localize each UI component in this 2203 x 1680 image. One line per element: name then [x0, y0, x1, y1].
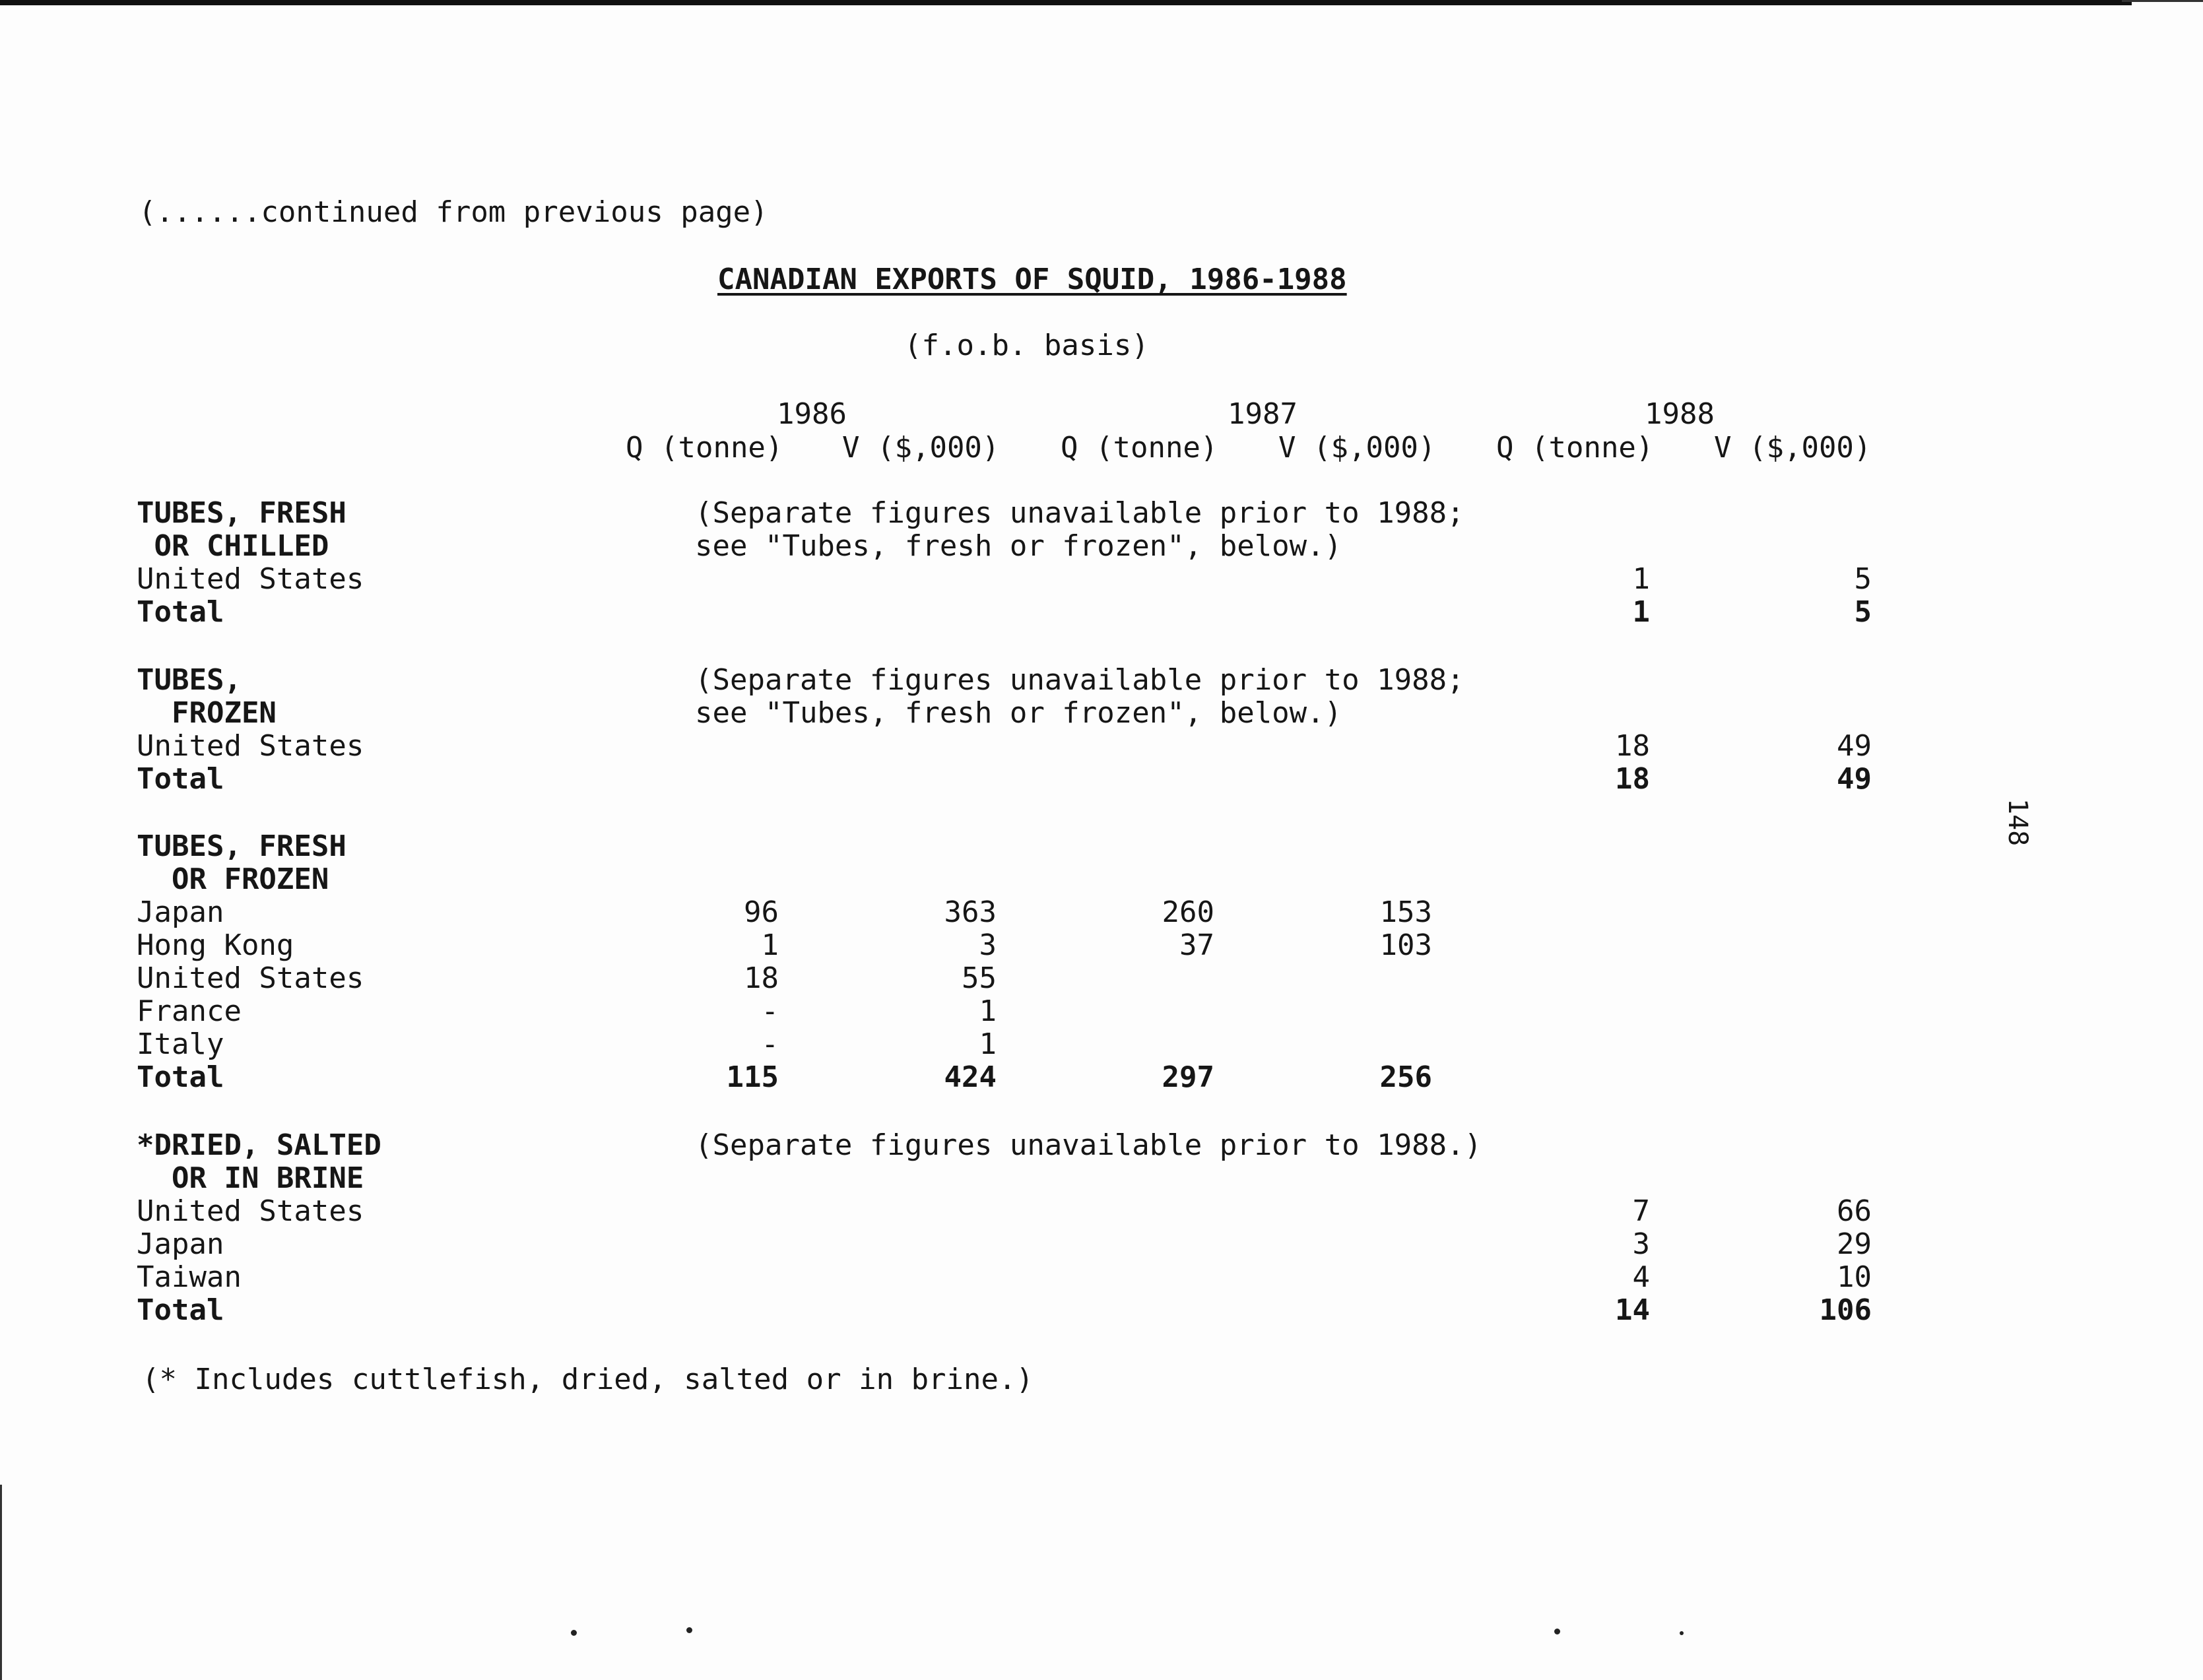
cell-q1987: 260: [1162, 895, 1214, 929]
cell-q1986: -: [761, 994, 779, 1028]
cell-q1988: 14: [1615, 1293, 1650, 1327]
cell-q1986: 1: [761, 928, 779, 962]
cell-v1986: 55: [962, 961, 997, 995]
section-heading-fresh-frozen-2: OR FROZEN: [137, 862, 329, 896]
scan-speck: [571, 1630, 577, 1636]
page-number: 148: [2002, 798, 2033, 847]
cell-q1987: 37: [1179, 928, 1214, 962]
row-label: Japan: [137, 895, 224, 929]
section-heading-fresh-chilled-2: OR CHILLED: [137, 529, 329, 563]
v-header-1988: V ($,000): [1714, 431, 1872, 465]
section-heading-fresh-frozen: TUBES, FRESH: [137, 829, 346, 863]
cell-v1988: 10: [1837, 1260, 1872, 1294]
section-note: (Separate figures unavailable prior to 1988;: [695, 496, 1464, 530]
row-label-total: Total: [137, 762, 224, 796]
cell-q1988: 7: [1632, 1194, 1650, 1228]
v-header-1987: V ($,000): [1278, 431, 1436, 465]
scan-top-border: [0, 0, 2132, 5]
cell-q1987: 297: [1162, 1060, 1214, 1094]
cell-v1988: 5: [1854, 595, 1872, 629]
cell-v1986: 1: [979, 1027, 997, 1061]
section-heading-frozen: TUBES,: [137, 663, 242, 697]
cell-v1988: 49: [1837, 762, 1872, 796]
cell-v1987: 103: [1379, 928, 1432, 962]
section-note: see "Tubes, fresh or frozen", below.): [695, 529, 1342, 563]
cell-q1988: 4: [1632, 1260, 1650, 1294]
cell-q1986: 96: [744, 895, 779, 929]
scan-speck: [1680, 1631, 1684, 1635]
scan-left-edge: [0, 1485, 2, 1680]
footnote: (* Includes cuttlefish, dried, salted or in brine.): [142, 1363, 1034, 1396]
cell-v1986: 1: [979, 994, 997, 1028]
cell-q1988: 18: [1615, 762, 1650, 796]
cell-v1988: 66: [1837, 1194, 1872, 1228]
row-label: Hong Kong: [137, 928, 294, 962]
cell-q1988: 18: [1615, 729, 1650, 763]
section-heading-dried-2: OR IN BRINE: [137, 1161, 364, 1195]
row-label: United States: [137, 562, 364, 596]
v-header-1986: V ($,000): [842, 431, 1000, 465]
cell-v1988: 106: [1819, 1293, 1872, 1327]
q-header-1987: Q (tonne): [1061, 431, 1218, 465]
q-header-1986: Q (tonne): [626, 431, 783, 465]
cell-v1988: 29: [1837, 1227, 1872, 1261]
year-1986: 1986: [777, 397, 847, 431]
cell-v1986: 363: [944, 895, 997, 929]
q-header-1988: Q (tonne): [1496, 431, 1654, 465]
cell-v1987: 256: [1379, 1060, 1432, 1094]
row-label: United States: [137, 729, 364, 763]
section-note: see "Tubes, fresh or frozen", below.): [695, 696, 1342, 730]
row-label: Taiwan: [137, 1260, 242, 1294]
scan-speck: [1554, 1629, 1560, 1634]
section-heading-frozen-2: FROZEN: [137, 696, 277, 730]
row-label: United States: [137, 1194, 364, 1228]
section-heading-dried: *DRIED, SALTED: [137, 1128, 381, 1162]
continued-note: (......continued from previous page): [139, 195, 768, 229]
row-label: France: [137, 994, 242, 1028]
row-label-total: Total: [137, 1060, 224, 1094]
cell-q1986: -: [761, 1027, 779, 1061]
section-note: (Separate figures unavailable prior to 1988;: [695, 663, 1464, 697]
cell-v1988: 5: [1854, 562, 1872, 596]
scan-speck: [686, 1627, 692, 1633]
year-1988: 1988: [1645, 397, 1715, 431]
row-label: United States: [137, 961, 364, 995]
row-label: Italy: [137, 1027, 224, 1061]
page-title: CANADIAN EXPORTS OF SQUID, 1986-1988: [717, 263, 1347, 296]
cell-q1988: 1: [1632, 595, 1650, 629]
year-1987: 1987: [1228, 397, 1298, 431]
cell-q1986: 115: [726, 1060, 779, 1094]
basis-note: (f.o.b. basis): [904, 329, 1149, 362]
cell-v1986: 3: [979, 928, 997, 962]
cell-v1987: 153: [1379, 895, 1432, 929]
cell-v1986: 424: [944, 1060, 997, 1094]
row-label-total: Total: [137, 1293, 224, 1327]
cell-q1988: 1: [1632, 562, 1650, 596]
scan-top-border-right: [2122, 0, 2203, 2]
cell-q1988: 3: [1632, 1227, 1650, 1261]
row-label: Japan: [137, 1227, 224, 1261]
cell-v1988: 49: [1837, 729, 1872, 763]
cell-q1986: 18: [744, 961, 779, 995]
row-label-total: Total: [137, 595, 224, 629]
section-heading-fresh-chilled: TUBES, FRESH: [137, 496, 346, 530]
section-note: (Separate figures unavailable prior to 1988.): [695, 1128, 1482, 1162]
